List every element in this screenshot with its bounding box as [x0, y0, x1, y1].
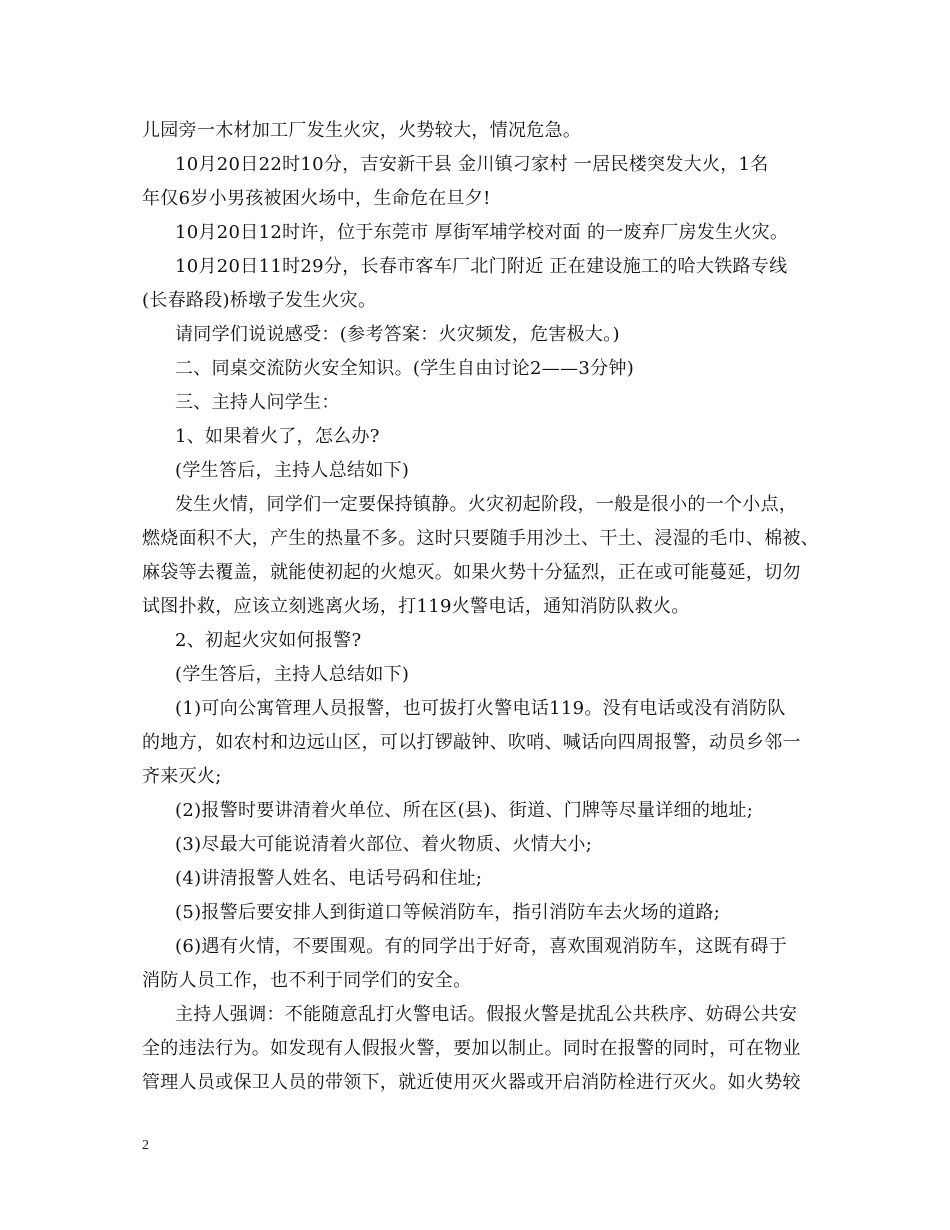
text-line: 主持人强调：不能随意乱打火警电话。假报火警是扰乱公共秩序、妨碍公共安: [175, 1004, 798, 1025]
section-heading: 三、主持人问学生：: [175, 392, 340, 413]
text-line: 10月20日22时10分，吉安新干县 金川镇刁家村 一居民楼突发大火，1名: [175, 154, 769, 175]
text-line: 的地方，如农村和边远山区，可以打锣敲钟、吹哨、喊话向四周报警，动员乡邻一: [142, 732, 801, 753]
text-line: 燃烧面积不大，产生的热量不多。这时只要随手用沙土、干土、浸湿的毛巾、棉被、: [142, 528, 820, 549]
text-line: (2)报警时要讲清着火单位、所在区(县)、街道、门牌等尽量详细的地址;: [175, 800, 754, 821]
text-line: 请同学们说说感受：(参考答案：火灾频发，危害极大。): [175, 324, 620, 345]
text-line: 试图扑救，应该立刻逃离火场，打119火警电话，通知消防队救火。: [142, 596, 690, 617]
text-line: 10月20日12时许，位于东莞市 厚街军埔学校对面 的一废弃厂房发生火灾。: [175, 222, 789, 243]
text-line: (5)报警后要安排人到街道口等候消防车，指引消防车去火场的道路;: [175, 902, 721, 923]
question-line: 2、初起火灾如何报警?: [175, 630, 362, 651]
text-line: (学生答后，主持人总结如下): [175, 460, 410, 481]
text-line: 麻袋等去覆盖，就能使初起的火熄灭。如果火势十分猛烈，正在或可能蔓延，切勿: [142, 562, 801, 583]
section-heading: 二、同桌交流防火安全知识。(学生自由讨论2——3分钟): [175, 358, 635, 379]
text-line: 全的违法行为。如发现有人假报火警，要加以制止。同时在报警的同时，可在物业: [142, 1038, 801, 1059]
text-line: (1)可向公寓管理人员报警，也可拔打火警电话119。没有电话或没有消防队: [175, 698, 786, 719]
text-line: (6)遇有火情，不要围观。有的同学出于好奇，喜欢围观消防车，这既有碍于: [175, 936, 787, 957]
page-number: 2: [142, 1138, 149, 1153]
text-line: 发生火情，同学们一定要保持镇静。火灾初起阶段，一般是很小的一个小点，: [175, 494, 798, 515]
text-line: 管理人员或保卫人员的带领下，就近使用灭火器或开启消防栓进行灭火。如火势较: [142, 1072, 801, 1093]
question-line: 1、如果着火了，怎么办?: [175, 426, 380, 447]
text-line: (学生答后，主持人总结如下): [175, 664, 410, 685]
body-text: [142, 114, 832, 1100]
text-line: (3)尽最大可能说清着火部位、着火物质、火情大小;: [175, 834, 593, 855]
text-line: 儿园旁一木材加工厂发生火灾，火势较大，情况危急。: [142, 120, 582, 141]
text-line: (长春路段)桥墩子发生火灾。: [142, 290, 377, 311]
text-line: 10月20日11时29分，长春市客车厂北门附近 正在建设施工的哈大铁路专线: [175, 256, 788, 277]
text-line: (4)讲清报警人姓名、电话号码和住址;: [175, 868, 483, 889]
text-line: 齐来灭火;: [142, 766, 222, 787]
text-line: 消防人员工作，也不利于同学们的安全。: [142, 970, 472, 991]
text-line: 年仅6岁小男孩被困火场中，生命危在旦夕!: [142, 188, 491, 209]
